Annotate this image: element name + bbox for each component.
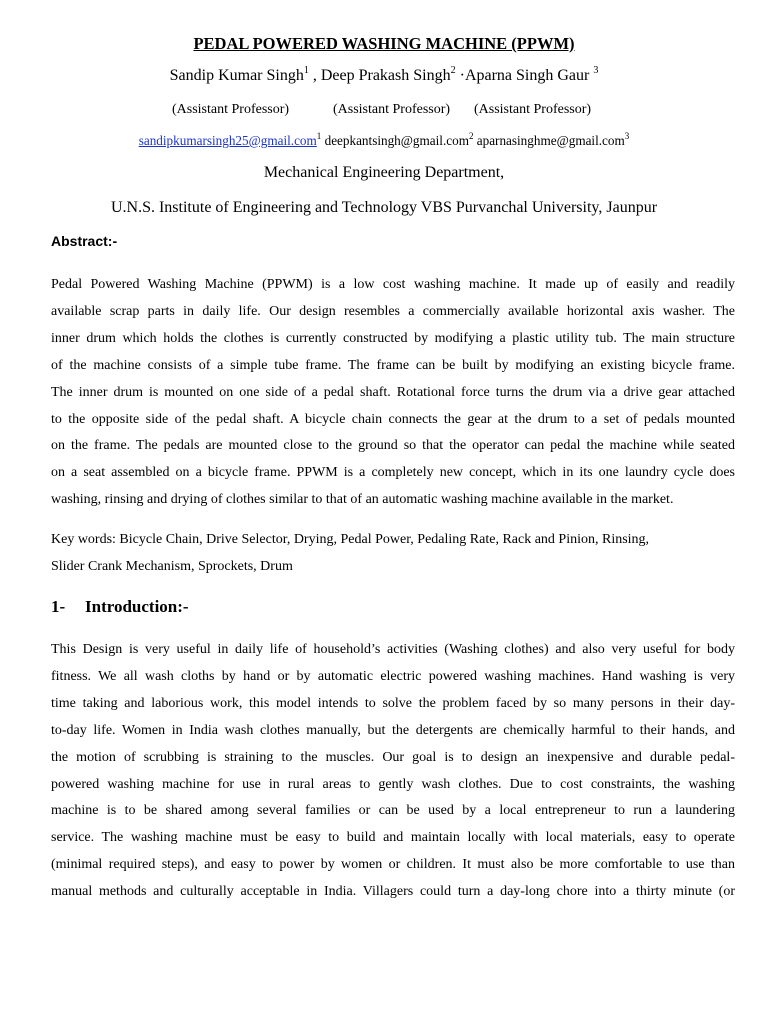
author-emails <box>0 133 768 149</box>
author-mark: 2 <box>450 65 456 76</box>
text-line: of the machine consists of a simple tube frame. The frame can be built by modifying an existing bicycle frame. <box>51 357 735 373</box>
email-mark: 2 <box>468 131 474 141</box>
email-link[interactable]: sandipkumarsingh25@gmail.com <box>138 133 317 148</box>
author-separator: · <box>455 67 465 84</box>
author-roles <box>172 102 591 118</box>
text-line: This Design is very useful in daily life of household’s activities (Washing clothes) and also very useful for body <box>51 642 735 657</box>
author-name: Aparna Singh Gaur <box>464 67 590 84</box>
text-line: Key words: Bicycle Chain, Drive Selector, Drying, Pedal Power, Pedaling Rate, Rack and Pinion, Rinsing, <box>51 532 650 547</box>
author-line <box>0 67 768 85</box>
text-line: to-day life. Women in India wash clothes manually, but the detergents are chemically harmful to their hands, and <box>51 722 735 738</box>
text-line: The inner drum is mounted on one side of a pedal shaft. Rotational force turns the drum via a drive gear attached <box>51 384 735 400</box>
text-line: available scrap parts in daily life. Our design resembles a commercially available horizontal axis washer. The <box>51 303 735 319</box>
text-line: washing, rinsing and drying of clothes similar to that of an automatic washing machine available in the market. <box>51 492 674 508</box>
text-line: (minimal required steps), and easy to power by women or children. It must also be more comfortable to use than <box>51 857 735 873</box>
section-title: Introduction:- <box>85 597 189 616</box>
email-mark: 1 <box>316 131 322 141</box>
author-role: (Assistant Professor) <box>172 102 290 117</box>
author-mark: 3 <box>593 65 599 76</box>
keywords <box>51 527 735 581</box>
email-mark: 3 <box>624 131 630 141</box>
text-line: to the opposite side of the pedal shaft. A bicycle chain connects the gear at the drum to a set of pedals mounted <box>51 411 735 427</box>
abstract-body <box>51 272 735 514</box>
abstract-heading: Abstract:- <box>51 233 118 249</box>
text-line: time taking and laborious work, this model intends to solve the problem faced by so many persons in their day- <box>51 695 735 711</box>
text-line: service. The washing machine must be easy to build and maintain locally with local materials, easy to operate <box>51 830 735 846</box>
text-line: on a seat assembled on a bicycle frame. PPWM is a completely new concept, which in its one laundry cycle does <box>51 465 735 481</box>
text-line: powered washing machine for use in rural areas to gently wash clothes. Due to cost constraints, the washing <box>51 776 735 792</box>
institute: U.N.S. Institute of Engineering and Technology VBS Purvanchal University, Jaunpur <box>110 199 658 216</box>
author-name: Sandip Kumar Singh <box>169 67 304 84</box>
text-line: on the frame. The pedals are mounted close to the ground so that the operator can pedal the machine while seated <box>51 438 735 454</box>
department: Mechanical Engineering Department, <box>263 164 505 181</box>
author-separator: , <box>308 67 321 84</box>
email-address: deepkantsingh@gmail.com <box>324 133 469 148</box>
author-role: (Assistant Professor) <box>333 102 451 117</box>
section-number: 1- <box>51 597 66 616</box>
text-line: fitness. We all wash cloths by hand or by automatic electric powered washing machines. Hand washing is very <box>51 668 735 684</box>
text-line: manual methods and culturally acceptable in India. Villagers could turn a day-long chore into a thirty minute (or <box>51 884 735 900</box>
author-name: Deep Prakash Singh <box>320 67 451 84</box>
email-address: aparnasinghme@gmail.com <box>476 133 625 148</box>
text-line: machine is to be shared among several families or can be used by a local entrepreneur to run a laundering <box>51 803 735 819</box>
text-line: Slider Crank Mechanism, Sprockets, Drum <box>51 558 293 574</box>
text-line: the motion of scrubbing is straining to the muscles. Our goal is to design an inexpensive and durable pedal- <box>51 749 735 765</box>
author-role: (Assistant Professor) <box>474 102 592 117</box>
introduction-body <box>51 637 735 906</box>
paper-title: PEDAL POWERED WASHING MACHINE (PPWM) <box>193 34 575 53</box>
text-line: inner drum which holds the clothes is currently constructed by modifying a plastic utility tub. The main structure <box>51 330 735 346</box>
text-line: Pedal Powered Washing Machine (PPWM) is a low cost washing machine. It made up of easily and readily <box>51 277 735 292</box>
section-heading-introduction <box>51 597 189 617</box>
author-mark: 1 <box>303 65 309 76</box>
